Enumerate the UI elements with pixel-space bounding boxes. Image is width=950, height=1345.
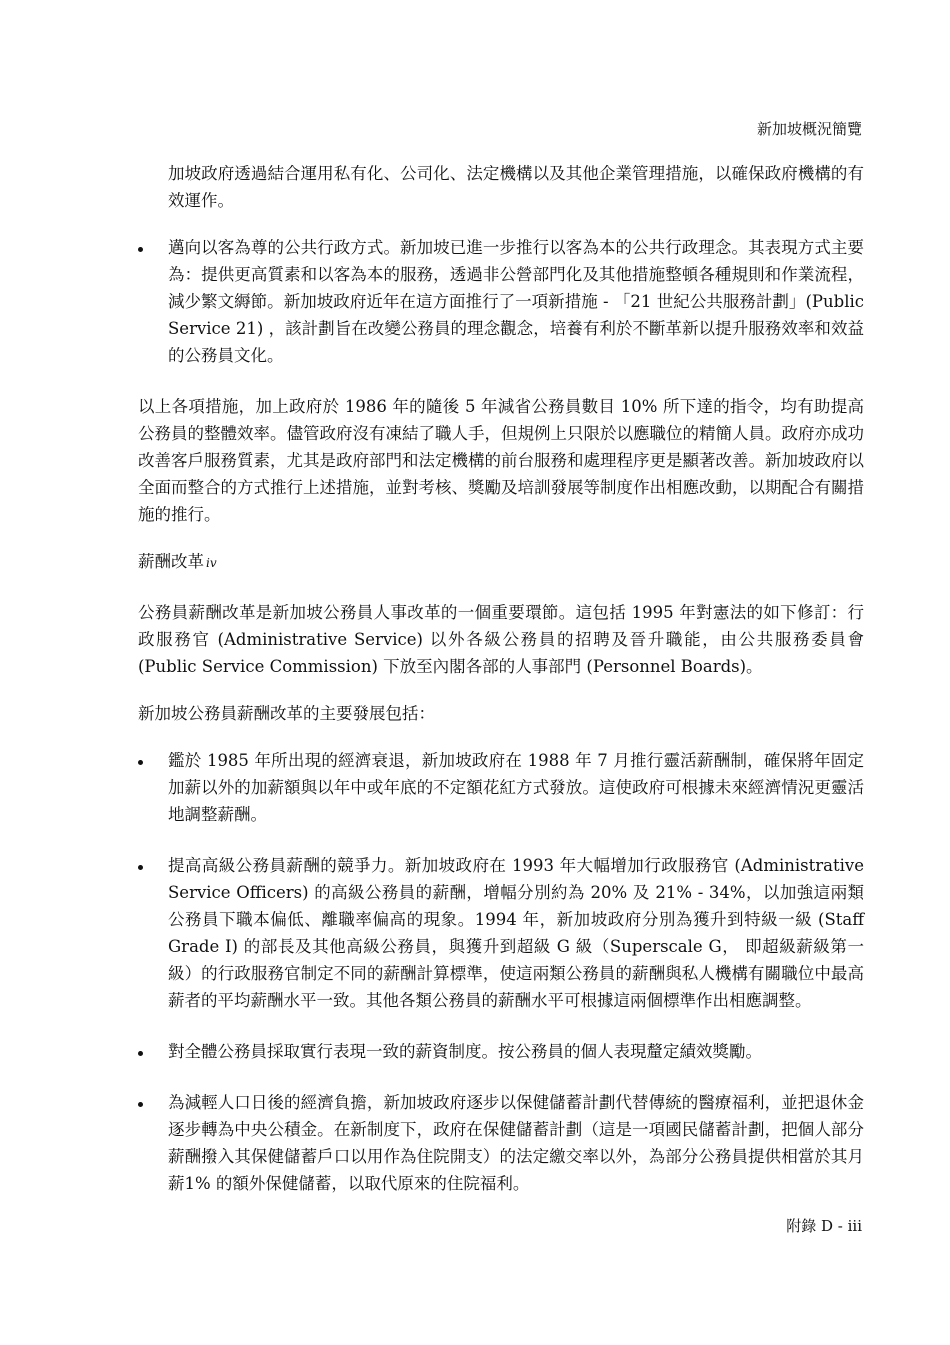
list-item	[138, 234, 864, 369]
bullet-text: 為減輕人口日後的經濟負擔，新加坡政府逐步以保健儲蓄計劃代替傳統的醫療福利，並把退休金逐步轉為中央公積金。在新制度下，政府在保健儲蓄計劃（這是一項國民儲蓄計劃，把個人部分薪酬撥入其保健儲蓄戶口以用作為住院開支）的法定繳交率以外，為部分公務員提供相當於其月薪1% 的額外保健儲蓄，以取代原來的住院福利。	[168, 1093, 864, 1193]
bullet-text: 邁向以客為尊的公共行政方式。新加坡已進一步推行以客為本的公共行政理念。其表現方式主要為：提供更高質素和以客為本的服務，透過非公營部門化及其他措施整頓各種規則和作業流程，減少繁文縟節。新加坡政府近年在這方面推行了一項新措施 - 「21 世紀公共服務計劃」(Public Service 21) ，該計劃旨在改變公務員的理念觀念，培養有利於不斷革新以提升服務效率和效益的公務員文化。	[168, 238, 864, 365]
bullet-text: 提高高級公務員薪酬的競爭力。新加坡政府在 1993 年大幅增加行政服務官 (Administrative Service Officers) 的高級公務員的薪酬，增幅分別約為 20% 及 21% - 34%，以加強這兩類公務員下職本偏低、離職率偏高的現象。1994 年，新加坡政府分別為獲升到特級一級 (Staff Grade I) 的部長及其他高級公務員，與獲升到超級 G 級（Superscale G， 即超級薪級第一級）的行政服務官制定不同的薪酬計算標準，使這兩類公務員的薪酬與私人機構有關職位中最高薪者的平均薪酬水平一致。其他各類公務員的薪酬水平可根據這兩個標準作出相應調整。	[168, 856, 864, 1010]
list-item	[138, 1089, 864, 1197]
section-heading	[138, 548, 864, 577]
intro-continuation: 加坡政府透過結合運用私有化、公司化、法定機構以及其他企業管理措施，以確保政府機構的有效運作。	[168, 164, 864, 210]
reform-paragraph: 公務員薪酬改革是新加坡公務員人事改革的一個重要環節。這包括 1995 年對憲法的如下修訂：行政服務官 (Administrative Service) 以外各級公務員的招聘及晉升職能，由公共服務委員會 (Public Service Commission) 下放至內閣各部的人事部門 (Personnel Boards)。	[138, 603, 864, 676]
section-heading-text: 薪酬改革	[138, 552, 204, 571]
list-item	[138, 852, 864, 1014]
bullet-icon	[138, 865, 143, 870]
bullet-list-reforms	[138, 234, 864, 369]
bullet-icon	[138, 760, 143, 765]
bullet-text: 鑑於 1985 年所出現的經濟衰退，新加坡政府在 1988 年 7 月推行靈活薪酬制，確保將年固定加薪以外的加薪額與以年中或年底的不定額花紅方式發放。這使政府可根據未來經濟情況更靈活地調整薪酬。	[168, 751, 864, 824]
bullet-icon	[138, 1051, 143, 1056]
bullet-list-pay-reform	[138, 747, 864, 1197]
summary-paragraph: 以上各項措施，加上政府於 1986 年的隨後 5 年減省公務員數目 10% 所下達的指令，均有助提高公務員的整體效率。儘管政府沒有凍結了職人手，但規例上只限於以應職位的精簡人員。政府亦成功改善客戶服務質素，尤其是政府部門和法定機構的前台服務和處理程序更是顯著改善。新加坡政府以全面而整合的方式推行上述措施，並對考核、獎勵及培訓發展等制度作出相應改動，以期配合有關措施的推行。	[138, 397, 864, 524]
reform-intro: 新加坡公務員薪酬改革的主要發展包括：	[138, 704, 435, 723]
bullet-text: 對全體公務員採取實行表現一致的薪資制度。按公務員的個人表現釐定績效獎勵。	[168, 1042, 762, 1061]
page-content	[138, 160, 864, 1221]
footnote-marker: iv	[206, 556, 217, 570]
list-item	[138, 1038, 864, 1065]
running-header: 新加坡概況簡覽	[756, 120, 862, 138]
list-item	[138, 747, 864, 828]
page-number: 附錄 D - iii	[786, 1217, 862, 1235]
bullet-icon	[138, 247, 143, 252]
bullet-icon	[138, 1102, 143, 1107]
